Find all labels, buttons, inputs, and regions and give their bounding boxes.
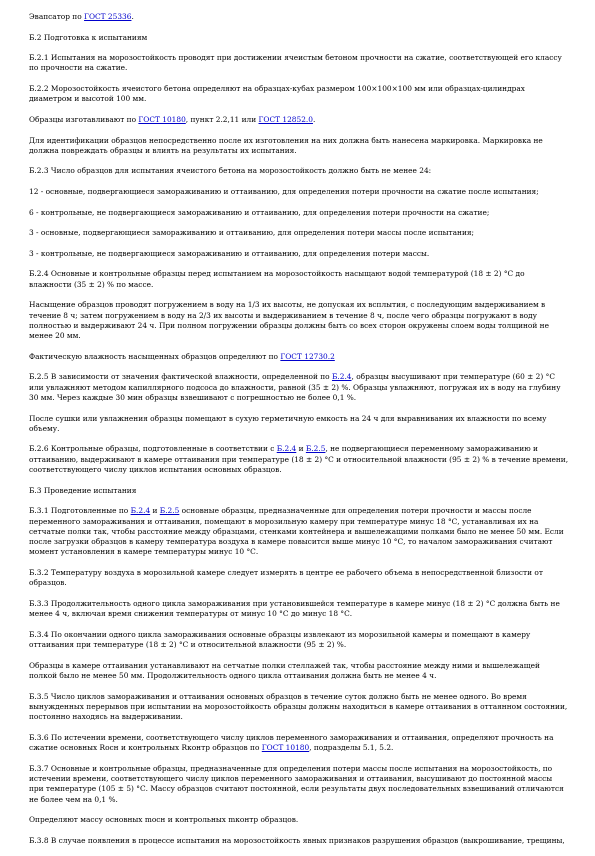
samples-text-1: Образцы изготавливают по (29, 114, 139, 124)
paragraph-b37: Б.3.7 Основные и контрольные образцы, предназначенные для определения потери массы после испытания на морозостойкость, по истечении времени, соответствующего числу циклов переменного замораживания и оттаивания, высушивают до постоянной массы при температуре (105 ± 5) °С. Массу образцов считают постоянной, если результаты двух последовательных взвешиваний отличаются не более чем на 0,1 %. (29, 763, 564, 804)
paragraph-b38: Б.3.8 В случае появления в процессе испытания на морозостойкость явных признаков разрушения образцов (выкрошивание, трещины, (29, 835, 565, 845)
gost-10180-link[interactable]: ГОСТ 10180 (138, 114, 186, 124)
paragraph-b32: Б.3.2 Температуру воздуха в морозильной камере следует измерять в центре ее рабочего объема в непосредственной близости от образцов. (29, 568, 543, 588)
document-page (29, 12, 569, 856)
paragraph-mass-determine: Определяют массу основных mосн и контрольных mконтр образцов. (29, 815, 299, 825)
list-item-3b: 3 - контрольные, не подвергающиеся замораживанию и оттаиванию, для определения потери массы. (29, 248, 430, 258)
gost-12730-link[interactable]: ГОСТ 12730.2 (280, 351, 335, 361)
b26-text-3: , не подвергающиеся переменному замораживанию и оттаиванию, выдерживают в камере оттаивания при температуре (18 ± 2) °С и относительной влажности (95 ± 2) % в течение времени, соответствующего числу циклов испытания основных образцов. (29, 444, 569, 475)
b25-link-2[interactable]: Б.2.5 (159, 506, 180, 516)
intro-text: Эвапсатор по (29, 12, 85, 21)
paragraph-after-drying: После сушки или увлажнения образцы помещают в сухую герметичную емкость на 24 ч для выравнивания их влажности по всему объему. (29, 413, 547, 433)
b31-text-2: и (150, 506, 160, 516)
intro-tail: . (131, 12, 134, 21)
samples-text-3: . (312, 114, 316, 124)
paragraph-b25 (29, 372, 569, 403)
list-item-6: 6 - контрольные, не подвергающиеся замораживанию и оттаиванию, для определения потери прочности на сжатие; (29, 207, 490, 217)
paragraph-b33: Б.3.3 Продолжительность одного цикла замораживания при установившейся температуре в камере минус (18 ± 2) °С должна быть не менее 4 ч, включая время снижения температуры от минус 10 °С до минус 18 °С. (29, 598, 560, 619)
gost-12852-link[interactable]: ГОСТ 12852.0 (258, 114, 313, 124)
paragraph-b34: Б.3.4 По окончании одного цикла замораживания основные образцы извлекают из морозильной камеры и помещают в камеру оттаивания при температуре (18 ± 2) °С и относительной влажности (95 ± 2) %. (29, 629, 531, 650)
section-heading-b3: Б.3 Проведение испытания (29, 485, 137, 495)
paragraph-b24: Б.2.4 Основные и контрольные образцы перед испытанием на морозостойкость насыщают водой температурой (18 ± 2) °С до влажности (35 ± 2) % по массе. (29, 269, 525, 289)
paragraph-b26 (29, 444, 569, 475)
paragraph-b23: Б.2.3 Число образцов для испытания ячеистого бетона на морозостойкость должно быть не менее 24: (29, 166, 432, 176)
b24-link-3[interactable]: Б.2.4 (130, 506, 151, 516)
samples-text-2: , пункт 2.2,11 или (185, 114, 259, 124)
paragraph-b31 (29, 506, 569, 557)
list-item-12: 12 - основные, подвергающиеся замораживанию и оттаиванию, для определения потери прочности на сжатие после испытания; (29, 187, 539, 197)
paragraph-b35: Б.3.5 Число циклов замораживания и оттаивания основных образцов в течение суток должно быть не менее одного. Во время вынужденных перерывов при испытании на морозостойкость образцы должны находиться в камере оттаивания в оттаянном состоянии, постоянно находясь на выдерживании. (29, 691, 568, 722)
b25-text-2: , образцы высушивают при температуре (60 ± 2) °С или увлажняют методом капиллярного подсоса до влажности, равной (35 ± 2) %. Образцы увлажняют, погружая их в воду на глубину 30 мм. Через каждые 30 мин образцы взвешивают с погрешностью не более 0,1 %. (29, 372, 561, 402)
paragraph-identification: Для идентификации образцов непосредственно после их изготовления на них должна быть нанесена маркировка. Маркировка не должна повреждать образцы и влиять на результаты их испытания. (29, 135, 543, 155)
paragraph-actual-moisture (29, 352, 569, 362)
b31-text-3: основные образцы, предназначенные для определения потери прочности и массы после переменного замораживания и оттаивания, помещают в морозильную камеру при температуре минус 18 °С, устанавливая их на сетчатые полки так, чтобы расстояние между образцами, стенками контейнера и вышележащими полками было не менее 50 мм. Если после загрузки образцов в камеру температура воздуха в камере повысится выше минус 10 °С, то началом замораживания считают момент установления в камере температуры минус 10 °С. (29, 506, 564, 557)
intro-paragraph (29, 12, 569, 22)
gost-25336-link[interactable]: ГОСТ 25336 (84, 12, 132, 21)
paragraph-b36 (29, 733, 569, 754)
gost-10180-link-2[interactable]: ГОСТ 10180 (261, 743, 310, 753)
b36-text-1: Б.3.6 По истечении времени, соответствующего числу циклов переменного замораживания и оттаивания, определяют прочность на сжатие основных Rосн и контрольных Rконтр образцов по (29, 732, 554, 753)
b25-link[interactable]: Б.2.5 (305, 444, 326, 454)
actual-moisture-text: Фактическую влажность насыщенных образцов определяют по (29, 351, 281, 361)
b26-text-2: и (296, 444, 306, 454)
list-item-3a: 3 - основные, подвергающиеся замораживанию и оттаиванию, для определения потери массы после испытания; (29, 228, 475, 238)
b26-text-1: Б.2.6 Контрольные образцы, подготовленные в соответствии с (29, 444, 277, 454)
b25-text-1: Б.2.5 В зависимости от значения фактической влажности, определенной по (29, 372, 332, 382)
b31-text-1: Б.3.1 Подготовленные по (29, 506, 131, 516)
b36-text-2: , подразделы 5.1, 5.2. (309, 743, 394, 753)
b24-link[interactable]: Б.2.4 (331, 372, 352, 382)
paragraph-samples (29, 115, 569, 125)
paragraph-saturation: Насыщение образцов проводят погружением в воду на 1/3 их высоты, не допуская их всплытия, с последующим выдерживанием в течение 8 ч; затем погружением в воду на 2/3 их высоты и выдерживанием в течение 8 ч, после чего образцы погружают в воду полностью и выдерживают 24 ч. При полном погружении образцы должны быть со всех сторон окружены слоем воды толщиной не менее 20 мм. (29, 300, 549, 341)
b24-link-2[interactable]: Б.2.4 (276, 444, 297, 454)
paragraph-b22: Б.2.2 Морозостойкость ячеистого бетона определяют на образцах-кубах размером 100×100×100 мм или образцах-цилиндрах диаметром и высотой 100 мм. (29, 84, 525, 104)
paragraph-b21: Б.2.1 Испытания на морозостойкость проводят при достижении ячеистым бетоном прочности на сжатие, соответствующей его классу по прочности на сжатие. (29, 53, 562, 73)
paragraph-thawing-chamber: Образцы в камере оттаивания устанавливают на сетчатые полки стеллажей так, чтобы расстояние между ними и вышележащей полкой было не менее 50 мм. Продолжительность одного цикла оттаивания должна быть не менее 4 ч. (29, 660, 540, 680)
section-heading-b2: Б.2 Подготовка к испытаниям (29, 32, 148, 42)
